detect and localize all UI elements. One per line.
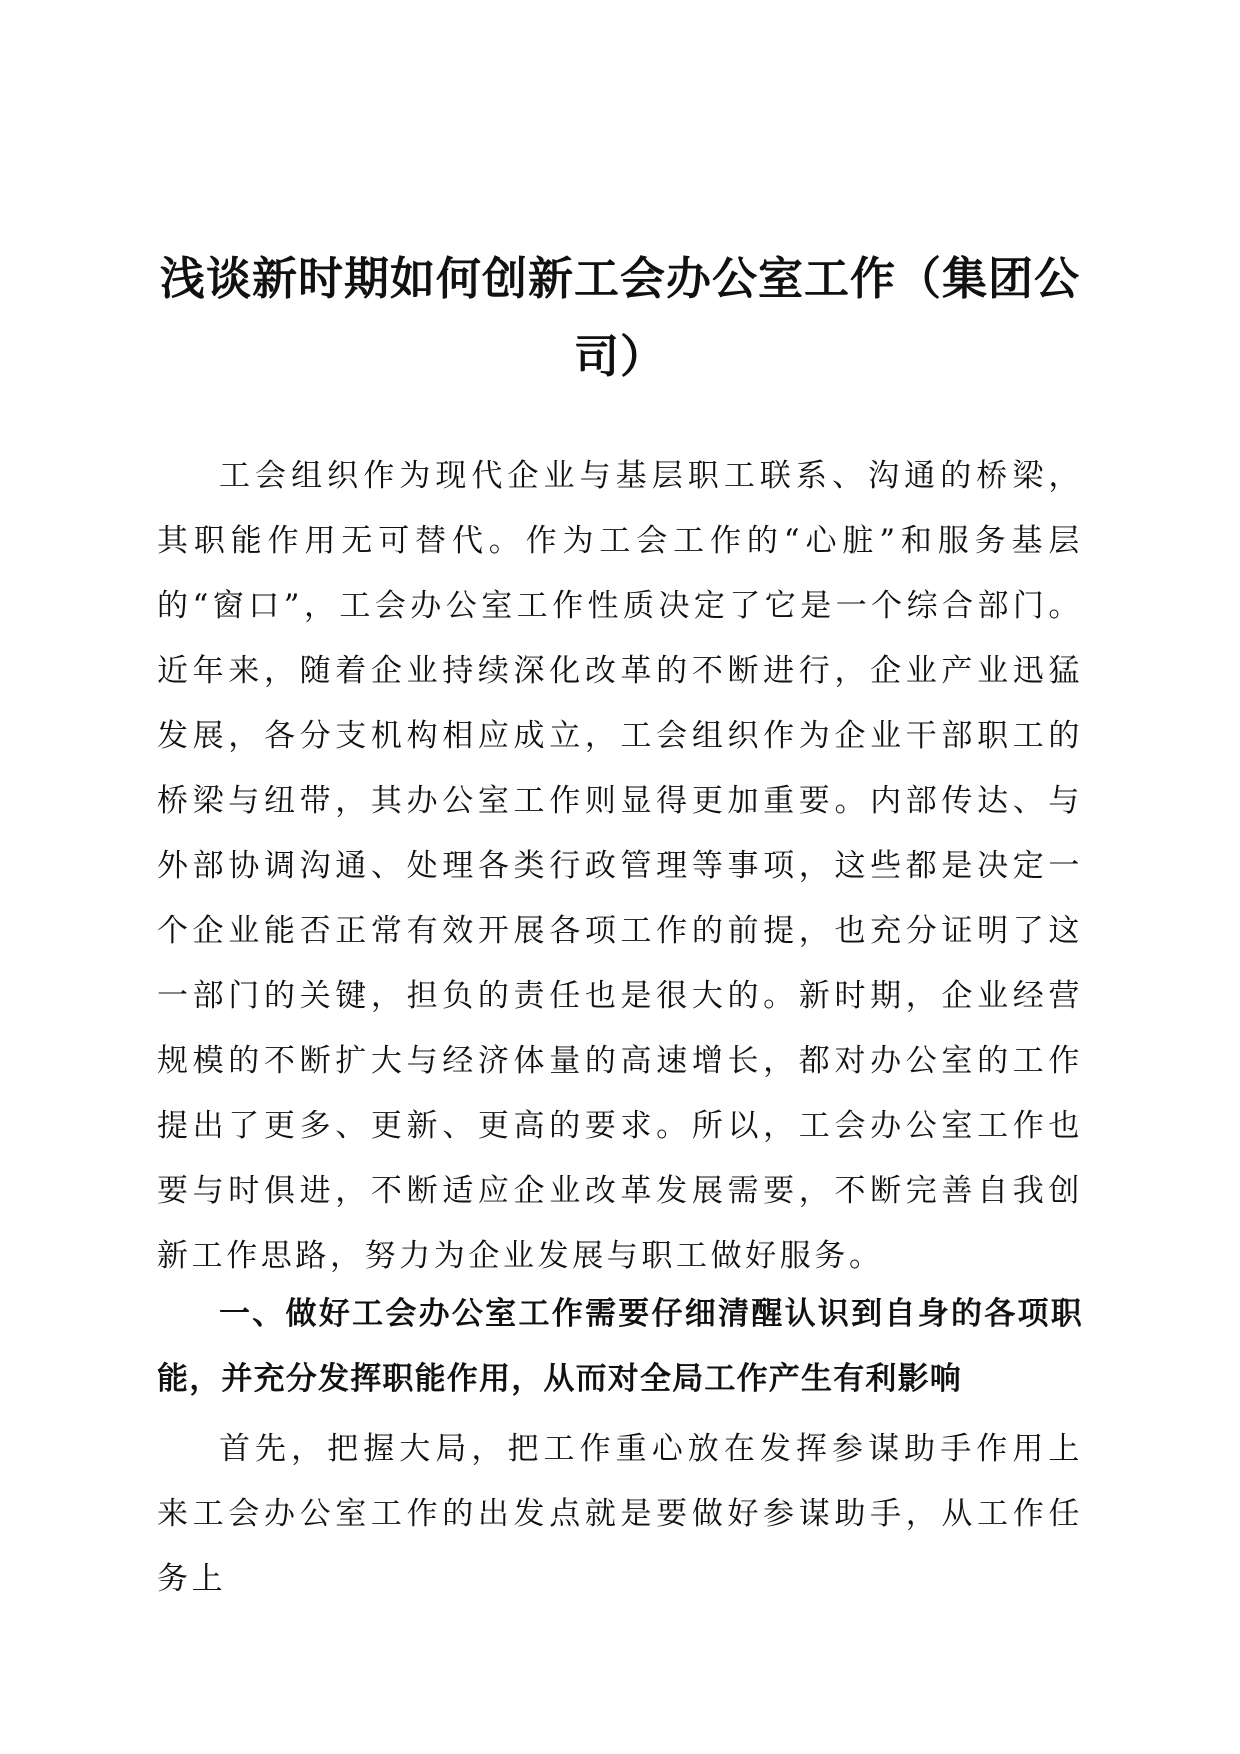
body-paragraph: 首先，把握大局，把工作重心放在发挥参谋助手作用上来工会办公室工作的出发点就是要做好参谋助手，从工作任务上 bbox=[157, 1431, 1083, 1597]
document-title: 浅谈新时期如何创新工会办公室工作（集团公司） bbox=[159, 252, 1080, 383]
section-heading: 一、做好工会办公室工作需要仔细清醒认识到自身的各项职能，并充分发挥职能作用，从而对全局工作产生有利影响 bbox=[157, 1296, 1083, 1397]
body-paragraph: 工会组织作为现代企业与基层职工联系、沟通的桥梁，其职能作用无可替代。作为工会工作的“心脏”和服务基层的“窗口”，工会办公室工作性质决定了它是一个综合部门。近年来，随着企业持续深化改革的不断进行，企业产业迅猛发展，各分支机构相应成立，工会组织作为企业干部职工的桥梁与纽带，其办公室工作则显得更加重要。内部传达、与外部协调沟通、处理各类行政管理等事项，这些都是决定一个企业能否正常有效开展各项工作的前提，也充分证明了这一部门的关键，担负的责任也是很大的。新时期，企业经营规模的不断扩大与经济体量的高速增长，都对办公室的工作提出了更多、更新、更高的要求。所以，工会办公室工作也要与时俱进，不断适应企业改革发展需要，不断完善自我创新工作思路，努力为企业发展与职工做好服务。 bbox=[157, 458, 1083, 1274]
